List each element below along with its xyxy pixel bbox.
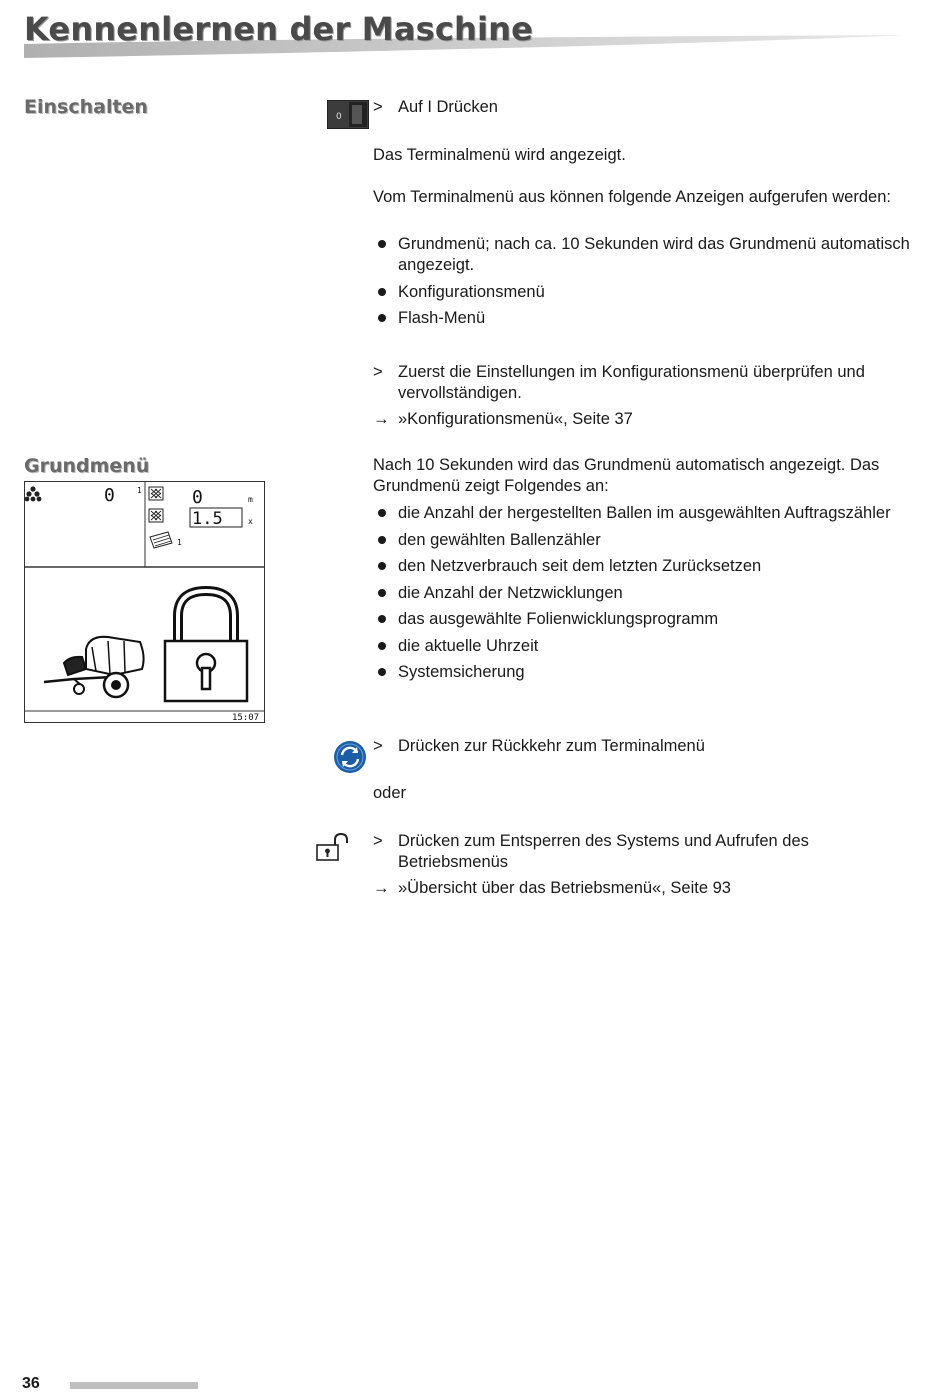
step-text: Auf I Drücken <box>398 98 498 116</box>
reference-config-menu <box>373 409 913 430</box>
step-marker: > <box>373 363 383 381</box>
net-wrap-icon <box>149 509 163 522</box>
bale-count: 0 <box>104 485 115 506</box>
list-terminal-options <box>373 234 913 335</box>
unlock-icon <box>315 832 349 862</box>
page-title: Kennenlernen der Maschine <box>24 10 534 48</box>
svg-text:0: 0 <box>336 112 342 122</box>
list-item: den Netzverbrauch seit dem letzten Zurücksetzen <box>373 556 913 577</box>
step-text: Zuerst die Einstellungen im Konfigurationsmenü überprüfen und vervollständigen. <box>398 363 865 402</box>
counter-index: 1 <box>137 486 142 495</box>
step-marker: > <box>373 98 383 116</box>
power-switch-icon <box>327 100 369 129</box>
program-number: 1 <box>177 538 182 547</box>
arrow-marker: → <box>373 410 390 428</box>
reference-text: »Konfigurationsmenü«, Seite 37 <box>398 410 633 428</box>
step-marker: > <box>373 832 383 850</box>
list-item: die aktuelle Uhrzeit <box>373 636 913 657</box>
step-unlock-system <box>373 831 913 873</box>
net-roll-icon <box>149 487 163 500</box>
wraps-unit: x <box>248 517 253 526</box>
list-item: das ausgewählte Folienwicklungsprogramm <box>373 609 913 630</box>
list-grundmenu-contents <box>373 503 913 689</box>
step-text: Drücken zum Entsperren des Systems und Aufrufen des Betriebsmenüs <box>398 832 809 871</box>
list-item: die Anzahl der Netzwicklungen <box>373 583 913 604</box>
return-arrows-icon <box>333 740 367 774</box>
list-item: die Anzahl der hergestellten Ballen im ausgewählten Auftragszähler <box>373 503 913 524</box>
page-number: 36 <box>22 1375 40 1392</box>
list-item: Systemsicherung <box>373 662 913 683</box>
net-usage: 0 <box>192 487 203 508</box>
reference-text: »Übersicht über das Betriebsmenü«, Seite 93 <box>398 879 731 897</box>
net-unit: m <box>248 495 253 504</box>
heading-einschalten: Einschalten <box>24 96 148 118</box>
list-item: Grundmenü; nach ca. 10 Sekunden wird das Grundmenü automatisch angezeigt. <box>373 234 913 276</box>
list-item: Konfigurationsmenü <box>373 282 913 303</box>
clock-time: 15:07 <box>232 713 260 723</box>
reference-operation-menu <box>373 878 913 899</box>
list-item: den gewählten Ballenzähler <box>373 530 913 551</box>
page-header <box>0 0 950 62</box>
paragraph-oder: oder <box>373 784 407 802</box>
step-marker: > <box>373 737 383 755</box>
heading-grundmenu: Grundmenü <box>24 455 150 477</box>
step-text: Drücken zur Rückkehr zum Terminalmenü <box>398 737 705 755</box>
list-item: Flash-Menü <box>373 308 913 329</box>
net-wraps: 1.5 <box>192 509 223 529</box>
step-return-terminal <box>373 736 913 757</box>
paragraph-grundmenu-intro: Nach 10 Sekunden wird das Grundmenü automatisch angezeigt. Das Grundmenü zeigt Folgendes an: <box>373 456 880 495</box>
paragraph-terminal-shown: Das Terminalmenü wird angezeigt. <box>373 146 626 164</box>
footer-bar <box>70 1382 198 1389</box>
arrow-marker: → <box>373 879 390 897</box>
paragraph-terminal-options: Vom Terminalmenü aus können folgende Anzeigen aufgerufen werden: <box>373 188 891 206</box>
step-check-config <box>373 362 913 404</box>
step-power-on <box>373 97 913 118</box>
terminal-screen <box>24 481 265 723</box>
